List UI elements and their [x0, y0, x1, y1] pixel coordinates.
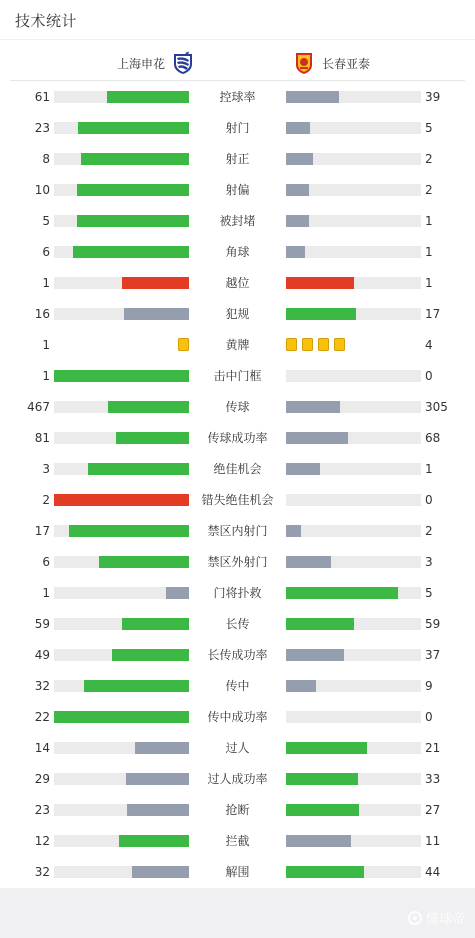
stats-list: [0, 81, 475, 887]
away-stat-value: 37: [425, 648, 441, 662]
away-stat-bar-fill: [286, 866, 364, 878]
home-stat-bar-fill: [81, 153, 189, 165]
home-yellow-cards: [178, 338, 189, 351]
away-stat-value: 2: [425, 524, 433, 538]
stat-label: 长传成功率: [207, 648, 268, 662]
stat-label: 长传: [225, 617, 250, 631]
away-stat-value: 0: [425, 710, 433, 724]
home-stat-bar: [54, 463, 189, 475]
away-stat-value: 11: [425, 834, 441, 848]
away-stat-bar: [286, 308, 421, 320]
watermark: [408, 908, 465, 927]
home-stat-bar: [54, 804, 189, 816]
away-stat-bar: [286, 277, 421, 289]
away-stat-value: 0: [425, 369, 433, 383]
stat-row: [0, 670, 475, 701]
stat-row: [0, 236, 475, 267]
stat-row: [0, 298, 475, 329]
stat-label: 角球: [225, 245, 250, 259]
away-stat-bar-fill: [286, 804, 359, 816]
home-team[interactable]: [117, 51, 195, 75]
home-stat-bar: [54, 649, 189, 661]
away-stat-bar-fill: [286, 91, 339, 103]
away-stat-bar: [286, 742, 421, 754]
stat-row: [0, 453, 475, 484]
home-stat-value: 6: [42, 555, 50, 569]
away-team[interactable]: [292, 51, 370, 75]
home-stat-bar: [54, 680, 189, 692]
home-stat-value: 32: [34, 865, 50, 879]
away-stat-value: 44: [425, 865, 441, 879]
shenhua-crest-icon: [171, 51, 195, 75]
away-stat-bar: [286, 835, 421, 847]
home-stat-bar: [54, 742, 189, 754]
home-team-name: 上海申花: [116, 56, 165, 71]
away-stat-bar: [286, 556, 421, 568]
home-stat-value: 49: [34, 648, 50, 662]
home-stat-bar: [54, 277, 189, 289]
home-stat-bar: [54, 773, 189, 785]
stat-label: 拦截: [225, 834, 250, 848]
home-stat-value: 14: [34, 741, 50, 755]
away-stat-bar: [286, 184, 421, 196]
away-stat-bar: [286, 494, 421, 506]
away-stat-value: 1: [425, 276, 433, 290]
away-stat-bar-fill: [286, 618, 354, 630]
footer: [0, 888, 475, 938]
away-stat-value: 0: [425, 493, 433, 507]
stat-row: [0, 329, 475, 360]
away-stat-value: 3: [425, 555, 433, 569]
home-stat-bar: [54, 308, 189, 320]
home-stat-bar-fill: [78, 122, 189, 134]
stat-row: [0, 794, 475, 825]
away-stat-bar-fill: [286, 556, 331, 568]
stat-label: 禁区外射门: [207, 555, 268, 569]
stat-label: 越位: [225, 276, 250, 290]
home-stat-bar-fill: [132, 866, 189, 878]
yellow-card-icon: [318, 338, 329, 351]
stat-row: [0, 267, 475, 298]
away-stat-value: 305: [425, 400, 448, 414]
stat-label: 控球率: [219, 90, 256, 104]
yellow-card-icon: [302, 338, 313, 351]
stat-row: [0, 546, 475, 577]
away-stat-value: 1: [425, 214, 433, 228]
away-stat-bar: [286, 525, 421, 537]
home-stat-value: 8: [42, 152, 50, 166]
home-stat-bar: [54, 91, 189, 103]
stat-row: [0, 391, 475, 422]
away-stat-bar: [286, 153, 421, 165]
away-stat-bar-fill: [286, 773, 358, 785]
home-stat-bar: [54, 215, 189, 227]
stat-label: 犯规: [225, 307, 250, 321]
home-stat-bar: [54, 556, 189, 568]
home-stat-bar-fill: [54, 494, 189, 506]
stat-row: [0, 856, 475, 887]
home-stat-bar-fill: [135, 742, 189, 754]
home-stat-value: 1: [42, 338, 50, 352]
away-stat-bar: [286, 587, 421, 599]
away-stat-value: 33: [425, 772, 441, 786]
home-stat-value: 23: [34, 121, 50, 135]
away-stat-bar-fill: [286, 835, 351, 847]
away-stat-bar-fill: [286, 432, 348, 444]
home-stat-bar-fill: [69, 525, 189, 537]
stat-label: 黄牌: [225, 338, 250, 352]
home-stat-bar-fill: [84, 680, 189, 692]
home-stat-value: 59: [34, 617, 50, 631]
away-stat-bar: [286, 649, 421, 661]
stat-row: [0, 81, 475, 112]
home-stat-bar: [54, 866, 189, 878]
stat-row: [0, 174, 475, 205]
away-stat-value: 5: [425, 121, 433, 135]
away-stat-bar: [286, 804, 421, 816]
away-stat-value: 17: [425, 307, 441, 321]
home-stat-bar: [54, 432, 189, 444]
away-stat-bar-fill: [286, 587, 398, 599]
away-stat-value: 9: [425, 679, 433, 693]
home-stat-value: 23: [34, 803, 50, 817]
away-stat-bar-fill: [286, 742, 367, 754]
away-stat-value: 59: [425, 617, 441, 631]
stat-label: 被封堵: [219, 214, 256, 228]
home-stat-bar-fill: [126, 773, 189, 785]
home-stat-value: 3: [42, 462, 50, 476]
home-stat-bar-fill: [99, 556, 189, 568]
home-stat-bar-fill: [122, 618, 190, 630]
away-stat-value: 21: [425, 741, 441, 755]
home-stat-bar-fill: [77, 184, 189, 196]
away-stat-bar-fill: [286, 680, 316, 692]
home-stat-bar: [54, 618, 189, 630]
home-stat-value: 1: [42, 276, 50, 290]
home-stat-value: 1: [42, 586, 50, 600]
home-stat-bar-fill: [88, 463, 189, 475]
stat-row: [0, 422, 475, 453]
away-stat-bar: [286, 122, 421, 134]
home-stat-bar: [54, 711, 189, 723]
away-stat-bar-fill: [286, 153, 313, 165]
away-stat-bar-fill: [286, 246, 305, 258]
stat-row: [0, 825, 475, 856]
away-stat-bar-fill: [286, 308, 356, 320]
away-team-name: 长春亚泰: [322, 56, 371, 71]
home-stat-value: 5: [42, 214, 50, 228]
away-stat-bar: [286, 91, 421, 103]
home-stat-bar-fill: [108, 401, 189, 413]
away-stat-bar: [286, 866, 421, 878]
stat-label: 射正: [225, 152, 250, 166]
away-stat-value: 1: [425, 462, 433, 476]
home-stat-bar-fill: [54, 370, 189, 382]
stat-label: 传中: [225, 679, 250, 693]
stat-label: 传球: [225, 400, 250, 414]
stat-label: 传中成功率: [207, 710, 268, 724]
home-stat-value: 61: [34, 90, 50, 104]
home-stat-bar-fill: [54, 711, 189, 723]
home-stat-value: 32: [34, 679, 50, 693]
away-stat-bar: [286, 618, 421, 630]
home-stat-value: 10: [34, 183, 50, 197]
stat-label: 禁区内射门: [207, 524, 268, 538]
away-stat-bar-fill: [286, 122, 310, 134]
stat-label: 击中门框: [213, 369, 262, 383]
stat-label: 门将扑救: [213, 586, 262, 600]
home-stat-bar: [54, 401, 189, 413]
stat-label: 过人成功率: [207, 772, 268, 786]
stat-row: [0, 484, 475, 515]
home-stat-bar-fill: [127, 804, 189, 816]
home-stat-value: 29: [34, 772, 50, 786]
stat-row: [0, 112, 475, 143]
stat-row: [0, 701, 475, 732]
yellow-card-icon: [286, 338, 297, 351]
home-stat-bar-fill: [124, 308, 189, 320]
dongqiudi-logo-icon: [408, 911, 422, 925]
stat-label: 解围: [225, 865, 250, 879]
away-stat-value: 1: [425, 245, 433, 259]
away-stat-value: 5: [425, 586, 433, 600]
home-stat-value: 1: [42, 369, 50, 383]
yellow-card-icon: [178, 338, 189, 351]
home-stat-value: 12: [34, 834, 50, 848]
home-stat-bar-fill: [77, 215, 189, 227]
away-stat-bar-fill: [286, 277, 354, 289]
watermark-text: 懂球帝: [425, 912, 465, 927]
away-stat-bar: [286, 432, 421, 444]
stat-row: [0, 205, 475, 236]
home-stat-value: 17: [34, 524, 50, 538]
away-stat-value: 2: [425, 183, 433, 197]
home-stat-bar-fill: [116, 432, 189, 444]
stat-row: [0, 515, 475, 546]
away-stat-bar: [286, 463, 421, 475]
away-stat-bar: [286, 246, 421, 258]
stat-row: [0, 763, 475, 794]
away-stat-value: 2: [425, 152, 433, 166]
home-stat-bar: [54, 184, 189, 196]
stat-row: [0, 639, 475, 670]
stat-row: [0, 608, 475, 639]
stat-row: [0, 360, 475, 391]
away-stat-bar-fill: [286, 215, 309, 227]
stat-label: 传球成功率: [207, 431, 268, 445]
home-stat-bar: [54, 835, 189, 847]
stat-label: 错失绝佳机会: [201, 493, 274, 507]
home-stat-bar-fill: [112, 649, 189, 661]
title-bar: [0, 0, 475, 40]
home-stat-value: 22: [34, 710, 50, 724]
away-stat-bar: [286, 711, 421, 723]
home-stat-bar-fill: [166, 587, 189, 599]
yatai-crest-icon: [292, 51, 316, 75]
home-stat-bar: [54, 153, 189, 165]
team-header: [10, 41, 465, 81]
away-stat-bar-fill: [286, 184, 309, 196]
stat-row: [0, 732, 475, 763]
away-stat-value: 39: [425, 90, 441, 104]
yellow-card-icon: [334, 338, 345, 351]
home-stat-value: 2: [42, 493, 50, 507]
home-stat-bar-fill: [107, 91, 189, 103]
home-stat-bar-fill: [119, 835, 189, 847]
stat-label: 抢断: [225, 803, 250, 817]
stat-label: 射门: [225, 121, 250, 135]
away-stat-bar: [286, 773, 421, 785]
home-stat-bar-fill: [122, 277, 190, 289]
away-stat-bar: [286, 680, 421, 692]
home-stat-value: 16: [34, 307, 50, 321]
stat-label: 过人: [225, 741, 250, 755]
away-stat-bar-fill: [286, 463, 320, 475]
away-stat-bar: [286, 215, 421, 227]
home-stat-bar: [54, 122, 189, 134]
away-yellow-cards: [286, 338, 345, 351]
stat-row: [0, 143, 475, 174]
home-stat-bar: [54, 494, 189, 506]
stat-label: 射偏: [225, 183, 250, 197]
home-stat-bar: [54, 246, 189, 258]
away-stat-bar: [286, 401, 421, 413]
home-stat-bar: [54, 370, 189, 382]
away-stat-bar-fill: [286, 649, 344, 661]
home-stat-value: 6: [42, 245, 50, 259]
home-stat-bar-fill: [73, 246, 189, 258]
away-stat-value: 4: [425, 338, 433, 352]
home-stat-bar: [54, 525, 189, 537]
away-stat-bar-fill: [286, 401, 340, 413]
stat-label: 绝佳机会: [213, 462, 262, 476]
home-stat-value: 467: [27, 400, 50, 414]
away-stat-bar-fill: [286, 525, 301, 537]
home-stat-value: 81: [34, 431, 50, 445]
stat-row: [0, 577, 475, 608]
home-stat-bar: [54, 587, 189, 599]
page-title: 技术统计: [15, 12, 78, 30]
away-stat-bar: [286, 370, 421, 382]
away-stat-value: 27: [425, 803, 441, 817]
away-stat-value: 68: [425, 431, 441, 445]
